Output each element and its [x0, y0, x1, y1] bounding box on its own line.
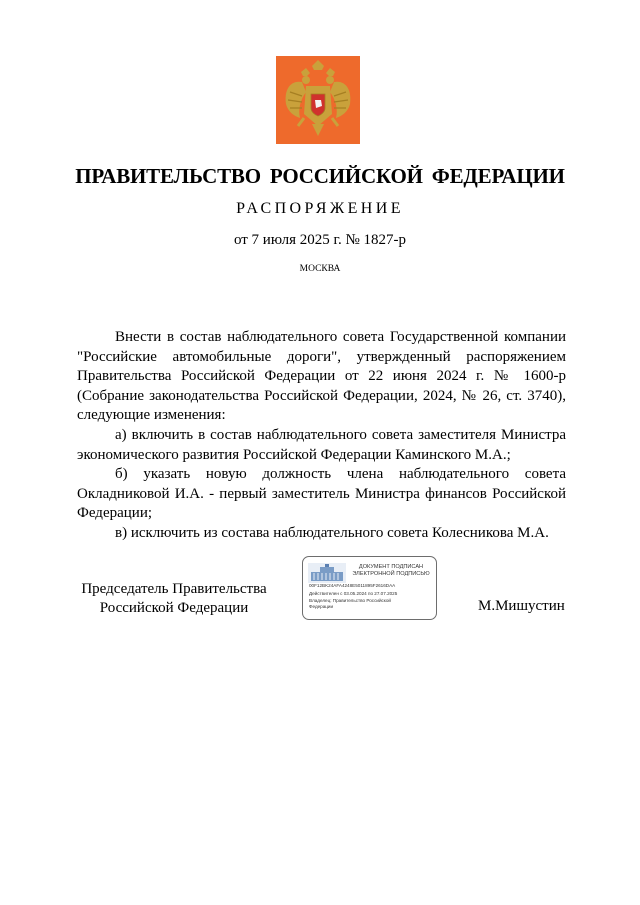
stamp-owner: Федерации	[309, 604, 334, 609]
signatory-position-line: Председатель Правительства	[81, 581, 267, 597]
stamp-owner: Владелец: Правительство Российской	[309, 598, 391, 603]
coat-of-arms-icon	[276, 56, 360, 144]
body-paragraph: Внести в состав наблюдательного совета Государственной компании "Российские автомобильные дороги", утвержденный распоряжением Правительства Российской Федерации от 22 июня 2024 г. № 1600-р (Собрание законодательства Российской Федерации, 2024, № 26, ст. 3740), следующие изменения:	[77, 329, 566, 424]
signatory-position	[74, 580, 274, 618]
body-paragraph: б) указать новую должность члена наблюдательного совета Окладниковой И.А. - первый заместитель Министра финансов Российской Федерации;	[77, 466, 566, 522]
document-date-number: от 7 июля 2025 г. № 1827-р	[233, 232, 407, 248]
document-city: МОСКВА	[299, 264, 341, 274]
stamp-validity: Действителен с 03.05.2024 по 27.07.2025	[309, 591, 398, 596]
government-building-icon	[308, 563, 346, 583]
signatory-position-line: Российской Федерации	[99, 600, 249, 616]
document-type: РАСПОРЯЖЕНИЕ	[236, 200, 404, 217]
body-paragraph: в) исключить из состава наблюдательного совета Колесникова М.А.	[115, 524, 549, 541]
document-body	[77, 328, 566, 544]
stamp-title-line: ЭЛЕКТРОННОЙ ПОДПИСЬЮ	[352, 571, 430, 577]
electronic-signature-stamp	[302, 556, 437, 620]
signatory-name: М.Мишустин	[478, 598, 565, 614]
stamp-title-line: ДОКУМЕНТ ПОДПИСАН	[358, 564, 424, 570]
government-title: ПРАВИТЕЛЬСТВО РОССИЙСКОЙ ФЕДЕРАЦИИ	[75, 164, 565, 188]
stamp-title	[349, 564, 433, 578]
coat-of-arms-emblem	[276, 56, 360, 144]
body-paragraph: а) включить в состав наблюдательного совета заместителя Министра экономического развития Российской Федерации Каминского М.А.;	[77, 426, 566, 463]
stamp-certificate: 00F12BK24AFA4248E5011895F2616DAA	[309, 583, 396, 588]
